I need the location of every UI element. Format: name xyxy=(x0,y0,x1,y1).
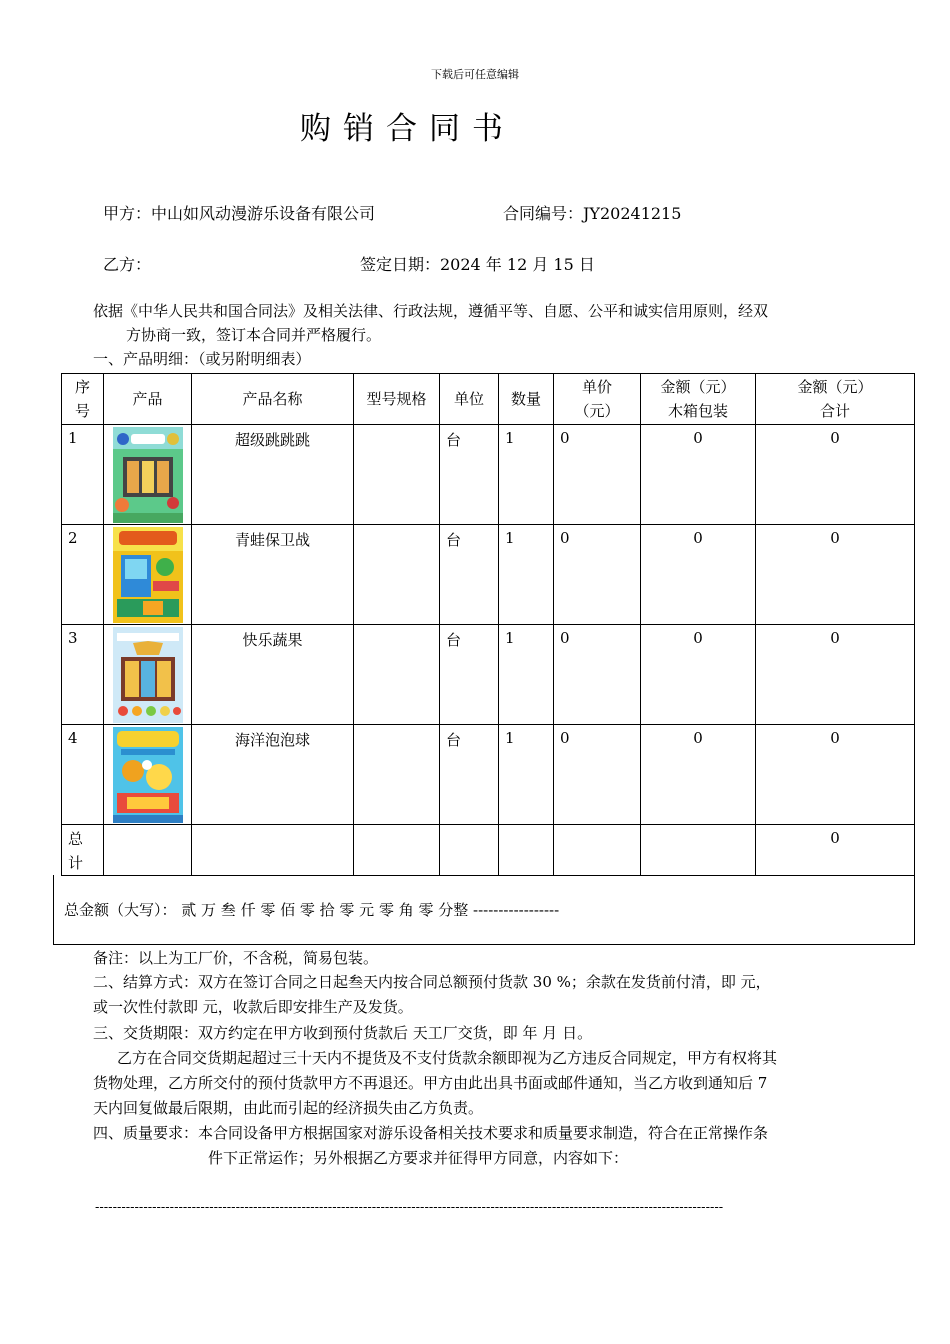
product-image-cell xyxy=(104,425,192,525)
header-note: 下载后可任意编辑 xyxy=(431,68,519,81)
product-table xyxy=(61,373,915,876)
row-seq: 2 xyxy=(68,529,78,547)
row-total-amount: 0 xyxy=(830,429,840,447)
total-amount-in-words: 总金额（大写）： 贰 万 叁 仟 零 佰 零 拾 零 元 零 角 零 分整 ----------------- xyxy=(64,901,560,919)
total-amount-box xyxy=(53,875,915,945)
row-product-name: 快乐蔬果 xyxy=(242,631,303,649)
row-seq: 3 xyxy=(68,629,78,647)
section-1-heading: 一、产品明细：（或另附明细表） xyxy=(93,350,311,368)
row-model xyxy=(354,425,439,429)
section-2-line-2: 或一次性付款即 元，收款后即安排生产及发货。 xyxy=(93,998,413,1016)
intro-line-2: 方协商一致，签订本合同并严格履行。 xyxy=(126,326,382,344)
header-total: 金额（元） 合计 xyxy=(756,374,915,425)
section-3-heading: 三、交货期限：双方约定在甲方收到预付货款后 天工厂交货，即 年 月 日。 xyxy=(93,1024,593,1042)
intro-line-1: 依据《中华人民共和国合同法》及相关法律、行政法规，遵循平等、自愿、公平和诚实信用原则，经双 xyxy=(93,302,769,320)
row-product-name: 海洋泡泡球 xyxy=(234,731,310,749)
row-product-name: 青蛙保卫战 xyxy=(234,531,310,549)
table-row xyxy=(62,425,915,525)
table-row xyxy=(62,525,915,625)
note: 备注：以上为工厂价，不含税，简易包装。 xyxy=(93,949,379,967)
row-unit: 台 xyxy=(446,431,462,449)
section-2-line-1: 二、结算方式：双方在签订合同之日起叁天内按合同总额预付货款 30 %；余款在发货前付清，即 元， xyxy=(93,973,771,991)
row-seq: 1 xyxy=(68,429,78,447)
super-jump-machine-image xyxy=(113,427,183,523)
product-image-cell xyxy=(104,725,192,825)
row-qty: 1 xyxy=(505,429,515,447)
sum-label: 总 计 xyxy=(68,830,84,872)
table-row xyxy=(62,725,915,825)
row-unit: 台 xyxy=(446,531,462,549)
row-price: 0 xyxy=(560,629,570,647)
row-qty: 1 xyxy=(505,629,515,647)
frog-defense-machine-image xyxy=(113,527,183,623)
header-box: 金额（元） 木箱包装 xyxy=(641,374,756,425)
row-box-amount: 0 xyxy=(693,529,703,547)
party-a: 甲方：中山如风动漫游乐设备有限公司 xyxy=(103,204,376,223)
table-row xyxy=(62,625,915,725)
row-box-amount: 0 xyxy=(693,729,703,747)
section-4-line-1: 四、质量要求：本合同设备甲方根据国家对游乐设备相关技术要求和质量要求制造，符合在正常操作条 xyxy=(93,1124,769,1142)
table-sum-row xyxy=(62,825,915,876)
row-total-amount: 0 xyxy=(830,529,840,547)
row-model xyxy=(354,725,439,729)
row-total-amount: 0 xyxy=(830,729,840,747)
header-qty: 数量 xyxy=(499,374,554,425)
header-unit: 单位 xyxy=(440,374,499,425)
party-b: 乙方： xyxy=(103,255,152,274)
contract-number: 合同编号：JY20241215 xyxy=(503,204,682,223)
row-model xyxy=(354,525,439,529)
table-header-row xyxy=(62,374,915,425)
ocean-bubble-machine-image xyxy=(113,727,183,823)
section-3-para-line-2: 货物处理，乙方所交付的预付货款甲方不再退还。甲方由此出具书面或邮件通知，当乙方收到通知后 7 xyxy=(93,1074,768,1092)
section-4-line-2: 件下正常运作；另外根据乙方要求并征得甲方同意，内容如下： xyxy=(208,1149,629,1167)
row-price: 0 xyxy=(560,529,570,547)
row-qty: 1 xyxy=(505,729,515,747)
row-box-amount: 0 xyxy=(693,429,703,447)
happy-fruit-machine-image xyxy=(113,627,183,723)
product-image-cell xyxy=(104,525,192,625)
dashed-separator: ----------------------------------------------------------------------------------------------------------------------------------------------- xyxy=(95,1200,724,1215)
header-product: 产品 xyxy=(104,374,192,425)
header-seq: 序 号 xyxy=(62,374,104,425)
row-seq: 4 xyxy=(68,729,78,747)
row-total-amount: 0 xyxy=(830,629,840,647)
sign-date: 签定日期：2024 年 12 月 15 日 xyxy=(360,255,595,274)
page-title: 购销合同书 xyxy=(300,111,515,147)
header-model: 型号规格 xyxy=(354,374,440,425)
row-price: 0 xyxy=(560,429,570,447)
header-name: 产品名称 xyxy=(192,374,354,425)
row-price: 0 xyxy=(560,729,570,747)
row-model xyxy=(354,625,439,629)
header-price: 单价 （元） xyxy=(554,374,641,425)
section-3-para-line-3: 天内回复做最后限期，由此而引起的经济损失由乙方负责。 xyxy=(93,1099,484,1117)
row-box-amount: 0 xyxy=(693,629,703,647)
sum-total: 0 xyxy=(830,829,840,847)
product-image-cell xyxy=(104,625,192,725)
section-3-para-line-1: 乙方在合同交货期起超过三十天内不提货及不支付货款余额即视为乙方违反合同规定，甲方有权将其 xyxy=(117,1049,778,1067)
row-qty: 1 xyxy=(505,529,515,547)
row-product-name: 超级跳跳跳 xyxy=(234,431,310,449)
row-unit: 台 xyxy=(446,631,462,649)
row-unit: 台 xyxy=(446,731,462,749)
